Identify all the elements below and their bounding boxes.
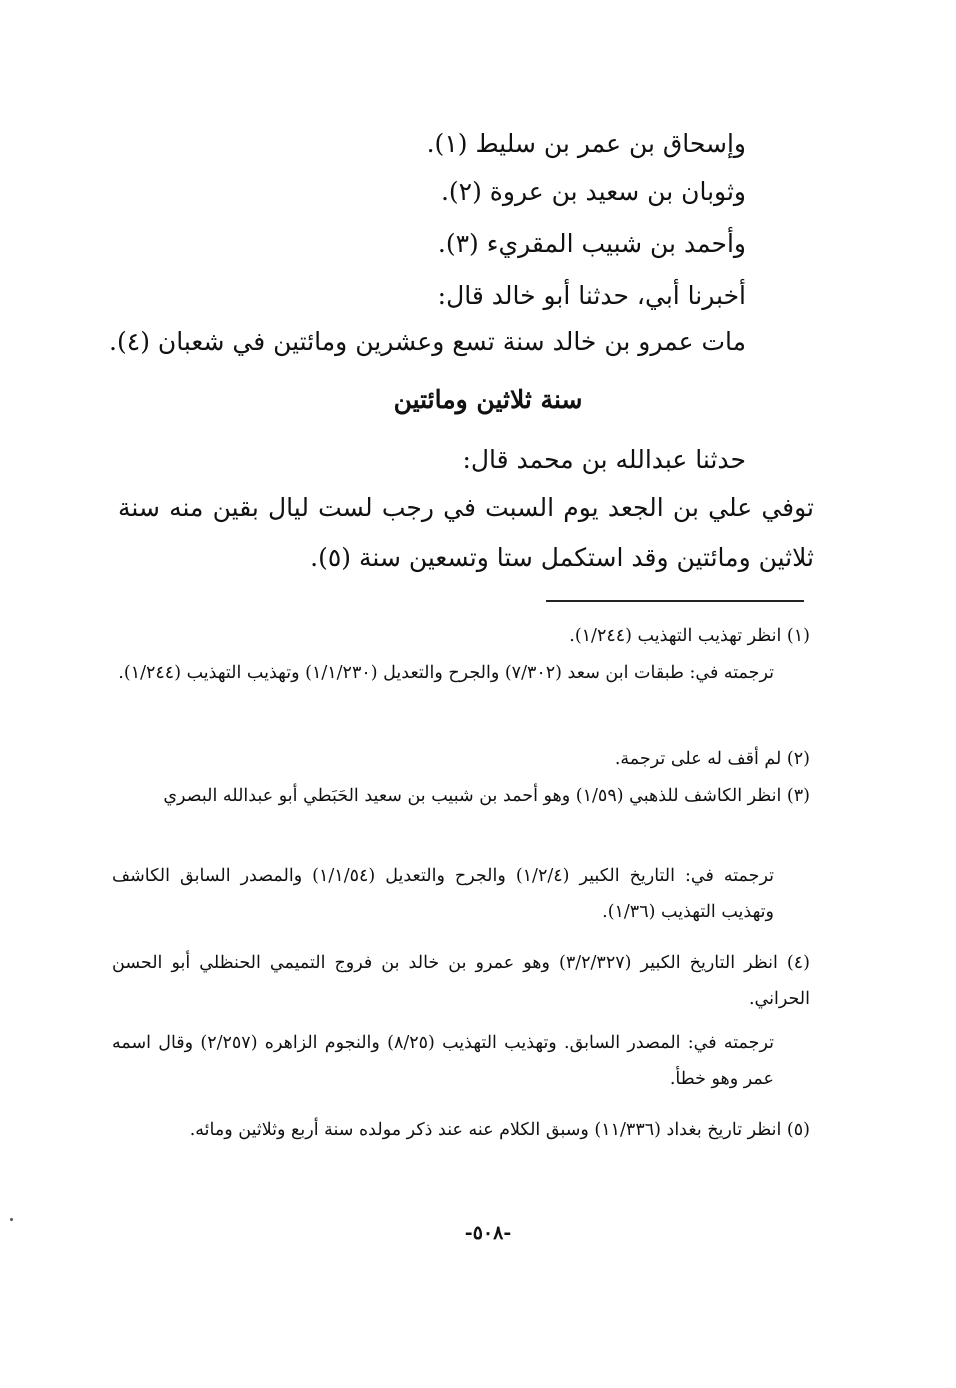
narrator-line-2: وثوبان بن سعيد بن عروة (٢). <box>440 177 746 206</box>
footnote-3: (٣) انظر الكاشف للذهبي (١/٥٩) وهو أحمد بن شبيب بن سعيد الحَبَطي أبو عبدالله البصري <box>163 786 810 806</box>
narration-intro-line: أخبرنا أبي، حدثنا أبو خالد قال: <box>437 281 746 310</box>
scan-speck <box>10 1218 13 1221</box>
footnote-2: (٢) لم أقف له على ترجمة. <box>614 749 810 769</box>
section-heading: سنة ثلاثين ومائتين <box>393 385 583 414</box>
footnote-1: (١) انظر تهذيب التهذيب (١/٢٤٤). <box>569 626 810 646</box>
narrator-line-3: وأحمد بن شبيب المقريء (٣). <box>437 229 746 258</box>
section-paragraph: توفي علي بن الجعد يوم السبت في رجب لست ليال بقين منه سنة ثلاثين ومائتين وقد استكمل ستا وتسعين سنة (٥). <box>118 493 814 572</box>
footnote-4-translation: ترجمته في: المصدر السابق. وتهذيب التهذيب (٨/٢٥) والنجوم الزاهره (٢/٢٥٧) وقال اسمه عمر وهو خطأ. <box>112 1033 774 1089</box>
footnote-divider <box>546 600 804 602</box>
page-number: -٥٠٨- <box>464 1222 512 1244</box>
footnote-5: (٥) انظر تاريخ بغداد (١١/٣٣٦) وسبق الكلام عنه عند ذكر مولده سنة أربع وثلاثين ومائه. <box>189 1120 810 1140</box>
footnote-4: (٤) انظر التاريخ الكبير (٣/٢/٣٢٧) وهو عمرو بن خالد بن فروج التميمي الحنظلي أبو الحسن الحراني. <box>112 953 810 1009</box>
footnote-1-translation: ترجمته في: طبقات ابن سعد (٧/٣٠٢) والجرح والتعديل (١/١/٢٣٠) وتهذيب التهذيب (١/٢٤٤). <box>118 663 774 683</box>
section-intro-line: حدثنا عبدالله بن محمد قال: <box>462 445 746 474</box>
footnote-3-translation: ترجمته في: التاريخ الكبير (١/٢/٤) والجرح والتعديل (١/١/٥٤) والمصدر السابق الكاشف وتهذيب التهذيب (١/٣٦). <box>112 866 774 922</box>
death-report-line: مات عمرو بن خالد سنة تسع وعشرين ومائتين في شعبان (٤). <box>109 327 746 356</box>
narrator-line-1: وإسحاق بن عمر بن سليط (١). <box>426 129 746 158</box>
